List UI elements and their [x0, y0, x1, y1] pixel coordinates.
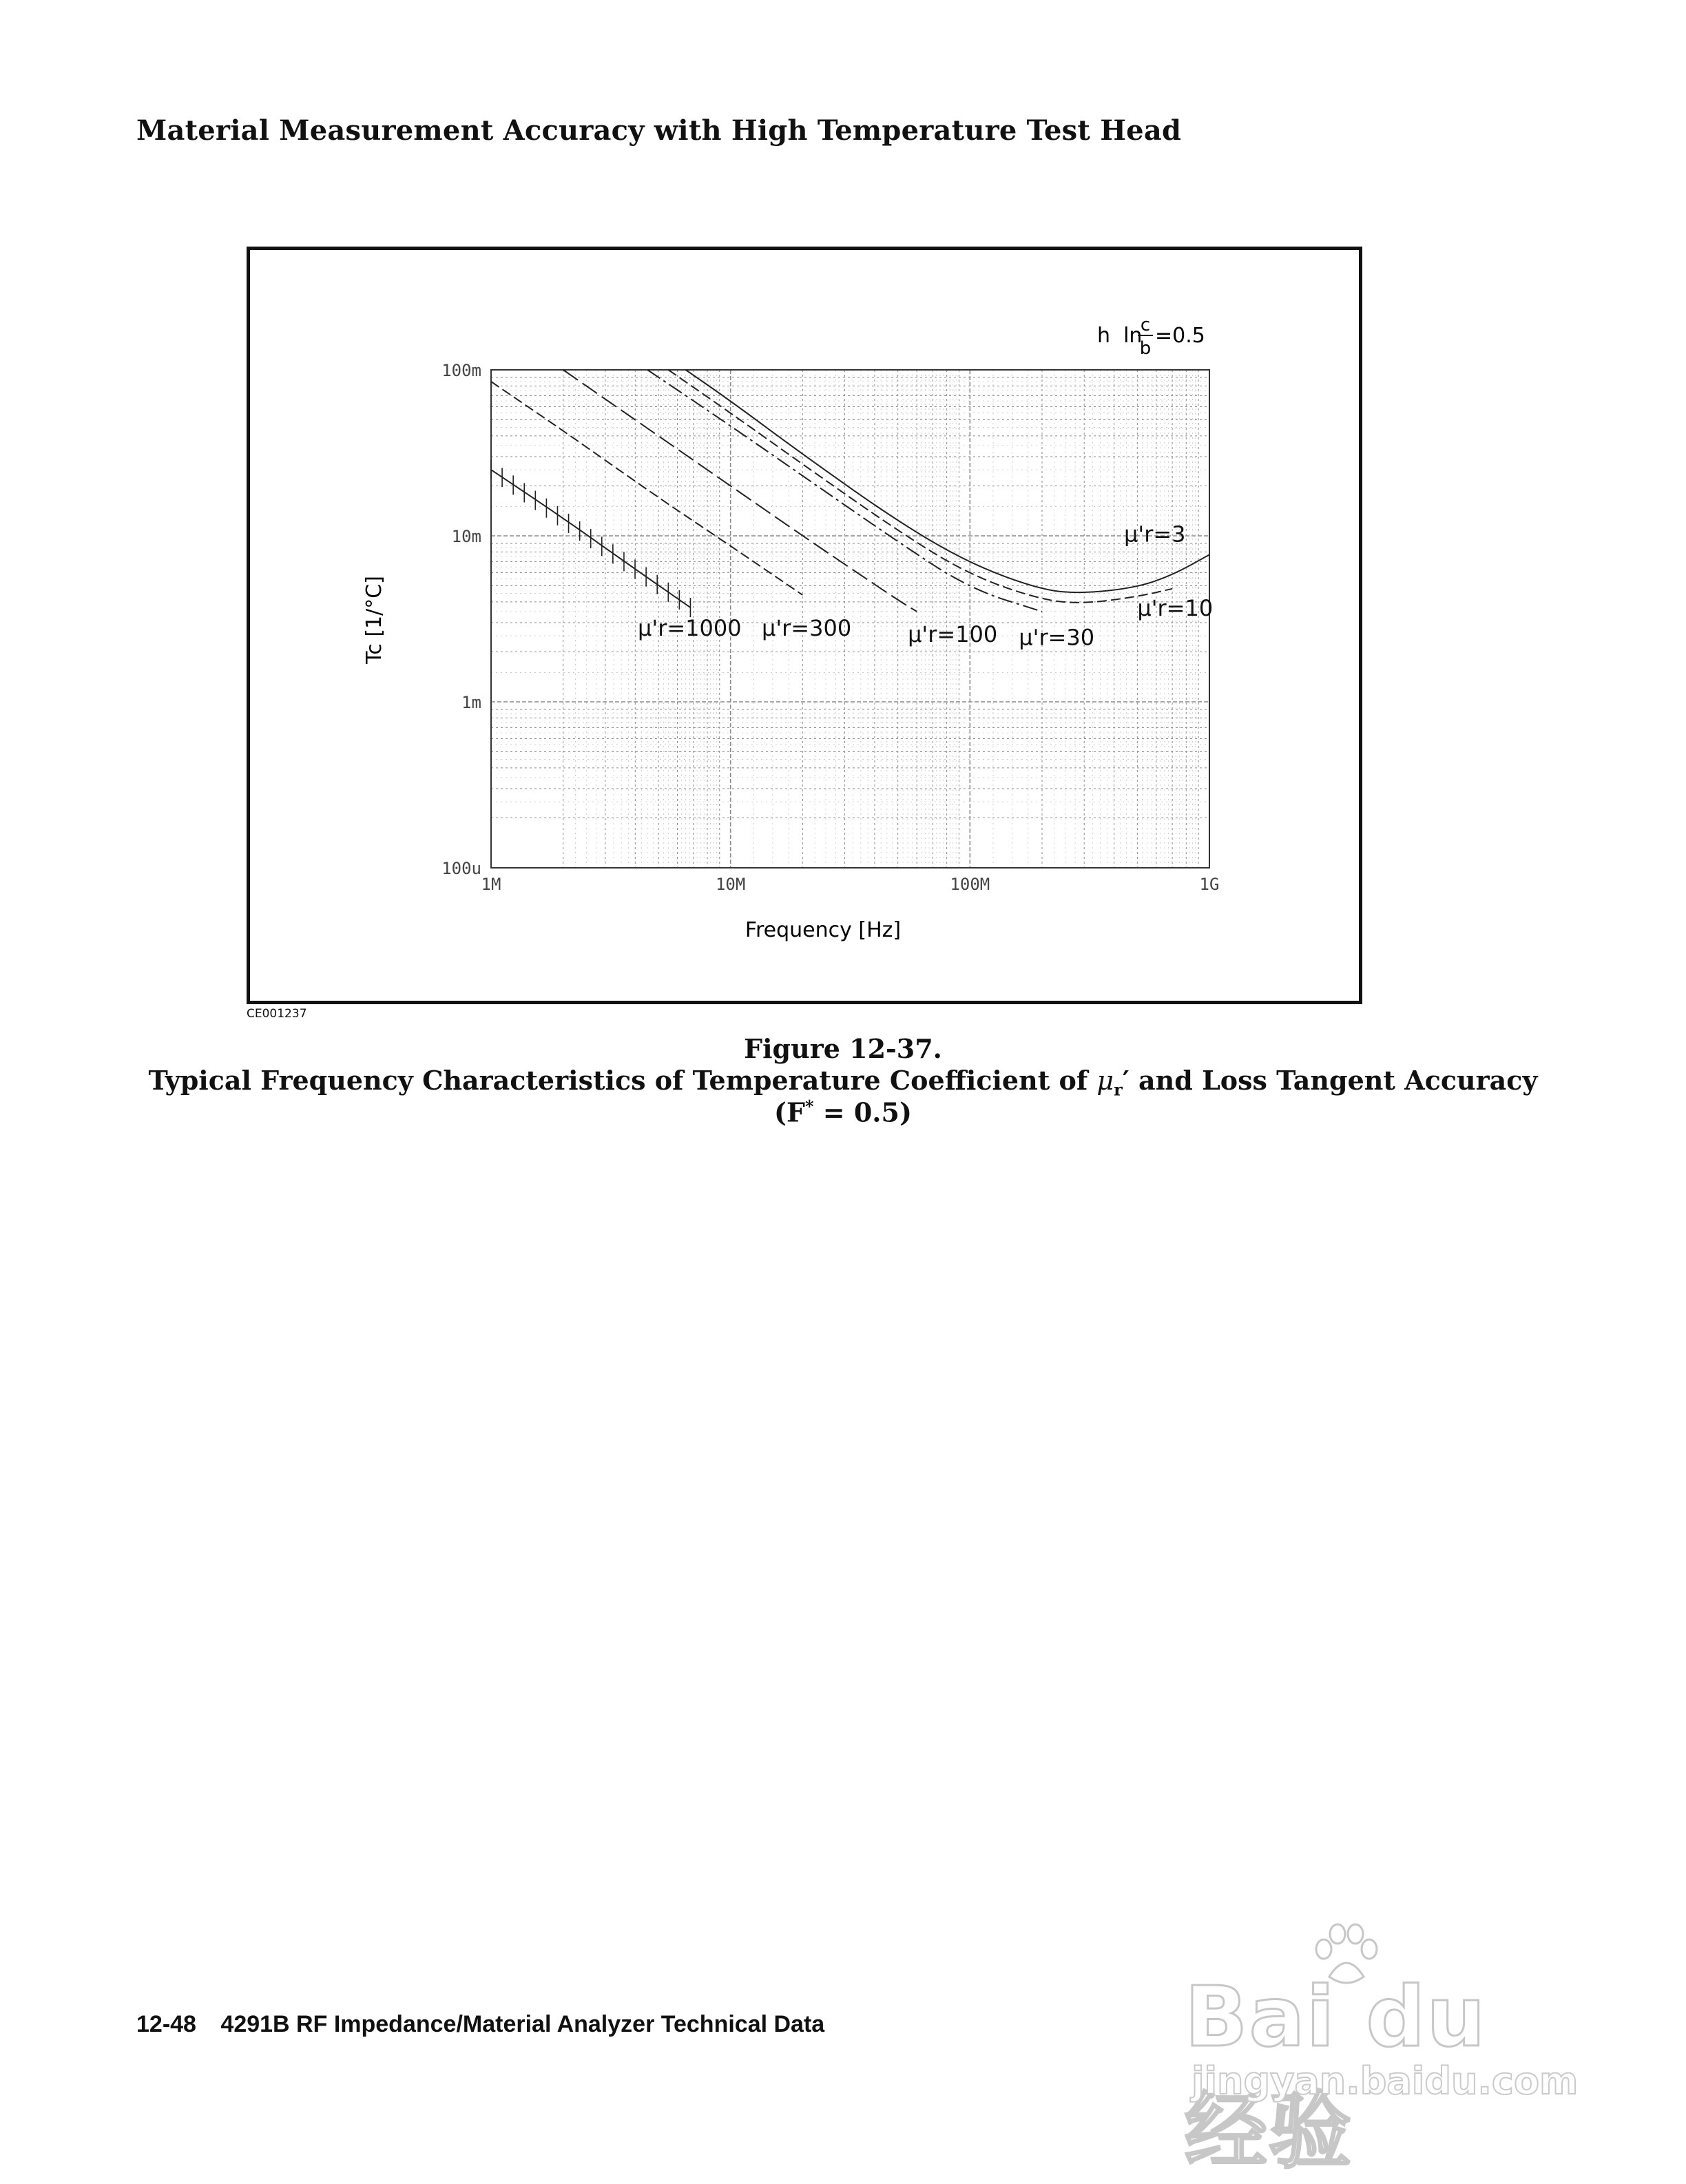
figure-caption-line [0, 1065, 1686, 1100]
mu-prime: ′ [1122, 1065, 1130, 1096]
y-tick-label: 10m [451, 527, 481, 546]
series-label: μ'r=1000 [638, 615, 742, 642]
series-label: μ'r=3 [1124, 521, 1186, 548]
page-footer [136, 2011, 824, 2038]
x-tick-label: 1G [1199, 875, 1220, 894]
y-axis-label: Tc [1/°C] [362, 576, 386, 664]
page-header-title: Material Measurement Accuracy with High Temperature Test Head [136, 114, 1182, 147]
mu-symbol: μ [1096, 1065, 1114, 1096]
series-label: μ'r=300 [761, 615, 852, 642]
series-label: μ'r=10 [1137, 595, 1214, 622]
series-label: μ'r=100 [908, 621, 998, 647]
annotation-prefix: h ln [1097, 324, 1143, 348]
x-tick-label: 10M [715, 875, 746, 894]
x-tick-label: 1M [481, 875, 501, 894]
watermark-url: jingyan.baidu.com [1191, 2059, 1579, 2103]
figure-number: Figure 12-37. [744, 1033, 942, 1064]
series-line [563, 370, 917, 612]
caption-text-pre: Typical Frequency Characteristics of Temperature Coefficient of [148, 1065, 1097, 1096]
tc-frequency-chart [250, 250, 1359, 1001]
series-label: μ'r=30 [1019, 624, 1095, 651]
footer-doc-title: 4291B RF Impedance/Material Analyzer Technical Data [220, 2011, 825, 2037]
condition-pre: (F [774, 1096, 805, 1128]
y-tick-label: 100u [441, 859, 481, 878]
mu-subscript: r [1114, 1079, 1123, 1100]
y-tick-label: 100m [441, 361, 481, 380]
y-tick-label: 1m [461, 693, 481, 712]
figure-frame [247, 247, 1362, 1004]
annotation-suffix: =0.5 [1155, 324, 1205, 348]
figure-id: CE001237 [247, 1007, 307, 1021]
page-number: 12-48 [136, 2011, 196, 2037]
watermark-brand: Bai du 经验 [1185, 1970, 1487, 2180]
annotation-frac-num: c [1140, 315, 1151, 335]
x-tick-label: 100M [950, 875, 990, 894]
annotation-h-ln-c-b [1097, 315, 1205, 359]
x-axis-label: Frequency [Hz] [745, 918, 902, 942]
y-tick-labels [441, 361, 481, 878]
baidu-watermark [1185, 1922, 1579, 2180]
annotation-frac-den: b [1139, 338, 1152, 359]
series-line [686, 370, 1209, 592]
condition-post: = 0.5) [813, 1096, 912, 1128]
caption-text-post: and Loss Tangent Accuracy [1129, 1065, 1538, 1096]
condition-sup: * [805, 1096, 814, 1116]
x-tick-labels [481, 875, 1220, 894]
figure-caption-condition [0, 1096, 1686, 1128]
series-line [491, 382, 802, 595]
